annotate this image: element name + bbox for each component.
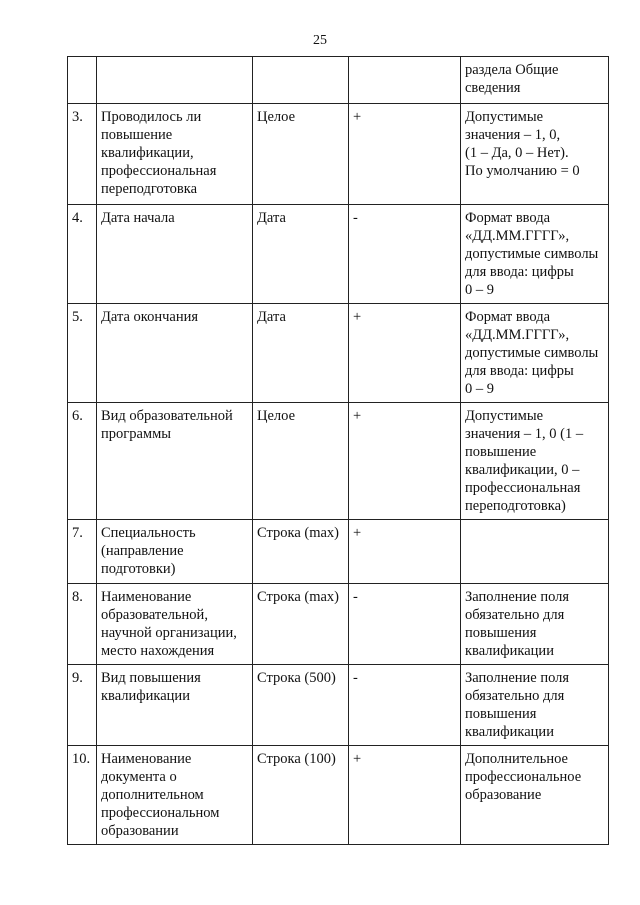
table-row xyxy=(68,584,609,665)
table-row xyxy=(68,57,609,104)
field-required: - xyxy=(349,665,461,746)
field-type: Дата xyxy=(253,205,349,304)
field-required: - xyxy=(349,205,461,304)
field-required: + xyxy=(349,304,461,403)
field-name: Наименование образовательной, научной организации, место нахождения xyxy=(97,584,253,665)
field-note: Допустимые значения – 1, 0, (1 – Да, 0 – Нет). По умолчанию = 0 xyxy=(461,104,609,205)
field-name: Специальность (направление подготовки) xyxy=(97,520,253,584)
field-required xyxy=(349,57,461,104)
table-row xyxy=(68,104,609,205)
field-note: Формат ввода «ДД.ММ.ГГГГ», допустимые символы для ввода: цифры 0 – 9 xyxy=(461,205,609,304)
field-name: Наименование документа о дополнительном профессиональном образовании xyxy=(97,746,253,845)
field-required: + xyxy=(349,520,461,584)
row-number: 6. xyxy=(68,403,97,520)
row-number: 8. xyxy=(68,584,97,665)
field-name: Проводилось ли повышение квалификации, профессиональная переподготовка xyxy=(97,104,253,205)
field-note: Заполнение поля обязательно для повышения квалификации xyxy=(461,584,609,665)
table-row xyxy=(68,304,609,403)
field-type: Целое xyxy=(253,104,349,205)
fields-table xyxy=(67,56,609,845)
row-number: 3. xyxy=(68,104,97,205)
row-number xyxy=(68,57,97,104)
field-required: + xyxy=(349,746,461,845)
field-type: Дата xyxy=(253,304,349,403)
field-note: Дополнительное профессиональное образование xyxy=(461,746,609,845)
field-type: Целое xyxy=(253,403,349,520)
row-number: 10. xyxy=(68,746,97,845)
field-name: Дата окончания xyxy=(97,304,253,403)
row-number: 9. xyxy=(68,665,97,746)
field-required: + xyxy=(349,104,461,205)
field-note xyxy=(461,520,609,584)
row-number: 7. xyxy=(68,520,97,584)
row-number: 4. xyxy=(68,205,97,304)
field-note: Допустимые значения – 1, 0 (1 – повышение квалификации, 0 – профессиональная переподготовка) xyxy=(461,403,609,520)
field-name: Вид повышения квалификации xyxy=(97,665,253,746)
field-type: Строка (500) xyxy=(253,665,349,746)
table-row xyxy=(68,205,609,304)
table-row xyxy=(68,403,609,520)
table-row xyxy=(68,665,609,746)
field-required: - xyxy=(349,584,461,665)
row-number: 5. xyxy=(68,304,97,403)
field-note: раздела Общие сведения xyxy=(461,57,609,104)
field-type xyxy=(253,57,349,104)
field-note: Заполнение поля обязательно для повышения квалификации xyxy=(461,665,609,746)
field-type: Строка (max) xyxy=(253,520,349,584)
field-name: Вид образовательной программы xyxy=(97,403,253,520)
field-type: Строка (max) xyxy=(253,584,349,665)
field-type: Строка (100) xyxy=(253,746,349,845)
field-required: + xyxy=(349,403,461,520)
table-row xyxy=(68,746,609,845)
field-name: Дата начала xyxy=(97,205,253,304)
field-name xyxy=(97,57,253,104)
field-note: Формат ввода «ДД.ММ.ГГГГ», допустимые символы для ввода: цифры 0 – 9 xyxy=(461,304,609,403)
page-number: 25 xyxy=(313,33,327,48)
table-row xyxy=(68,520,609,584)
